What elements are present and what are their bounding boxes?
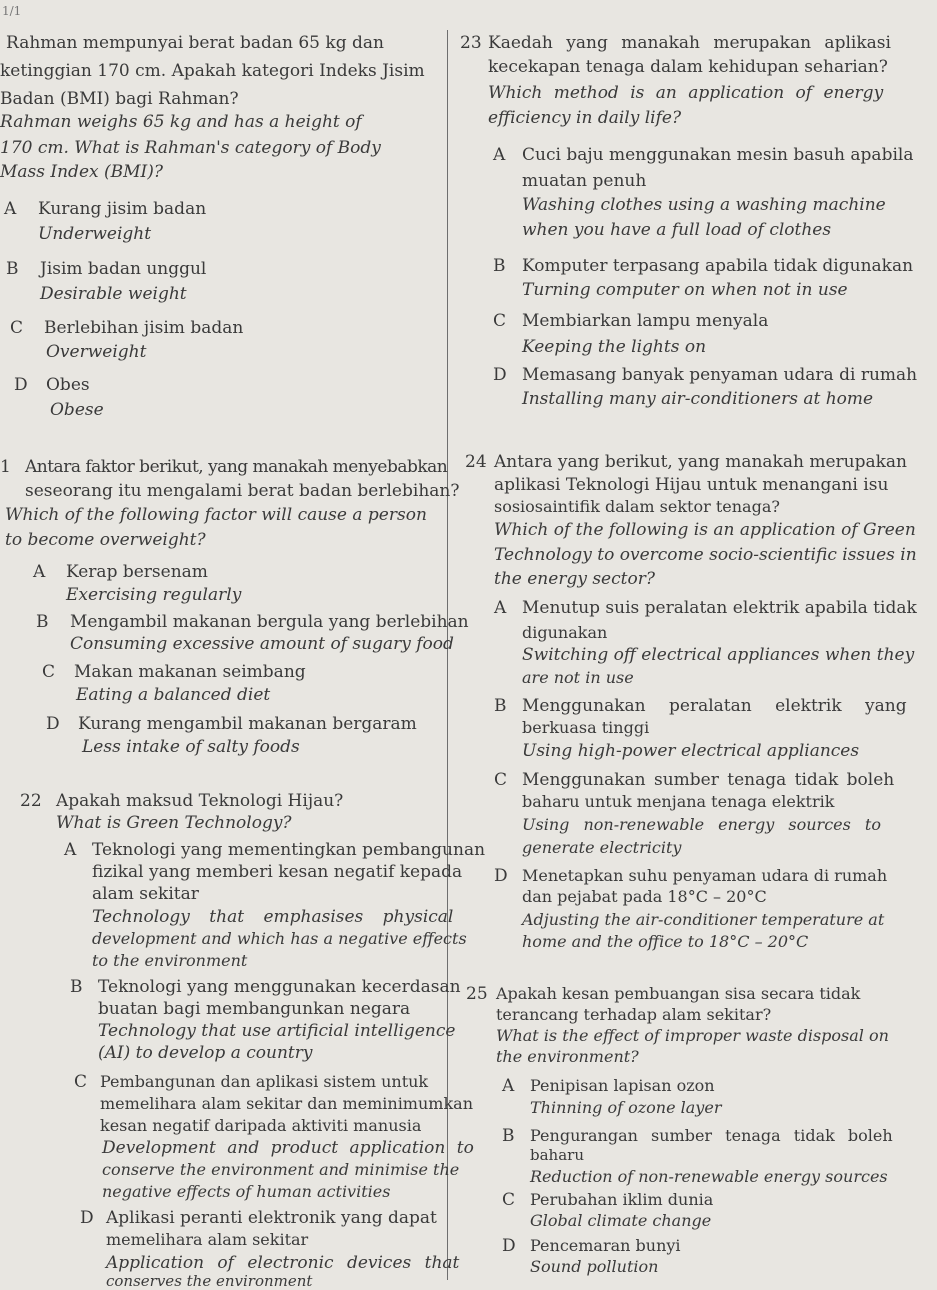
q20-stem-ms-3: Badan (BMI) bagi Rahman? [0,89,239,109]
q22-option-a-en-1: Technology that emphasises physical [92,907,454,927]
q21-option-d-en: Less intake of salty foods [82,737,300,757]
q23-option-letter: D [493,365,507,385]
q21-number: 1 [0,457,11,477]
q25-option-c-ms: Perubahan iklim dunia [530,1190,714,1209]
q24-option-a-en-2: are not in use [522,668,634,687]
q22-option-b-en-2: (AI) to develop a country [98,1043,313,1063]
q24-option-a-en-1: Switching off electrical appliances when they [522,645,915,665]
q21-option-d-ms: Kurang mengambil makanan bergaram [78,714,417,734]
q20-option-letter: A [4,199,17,219]
q24-stem-en-2: Technology to overcome socio-scientific issues in [494,545,917,565]
q23-stem-ms-1: Kaedah yang manakah merupakan aplikasi [488,33,891,53]
q23-option-letter: A [493,145,506,165]
q25-option-letter: B [502,1126,515,1146]
q20-stem-ms-1: Rahman mempunyai berat badan 65 kg dan [6,33,384,53]
q22-option-letter: C [74,1072,88,1092]
q20-option-d-ms: Obes [46,375,90,395]
q25-option-b-ms-2: baharu [530,1146,584,1164]
q21-option-c-ms: Makan makanan seimbang [74,662,306,682]
q25-option-a-ms: Penipisan lapisan ozon [530,1076,715,1095]
q22-option-c-en-2: conserve the environment and minimise the [102,1160,460,1179]
q24-stem-en-3: the energy sector? [494,569,655,589]
q25-stem-en-1: What is the effect of improper waste disposal on [496,1026,889,1045]
q20-stem-en-2: 170 cm. What is Rahman's category of Body [0,138,381,158]
q24-option-d-ms-2: dan pejabat pada 18°C – 20°C [522,887,767,906]
q23-option-a-ms-2: muatan penuh [522,171,647,191]
q25-stem-ms-1: Apakah kesan pembuangan sisa secara tidak [496,984,861,1003]
q22-option-d-ms-1: Aplikasi peranti elektronik yang dapat [106,1208,437,1228]
q22-option-a-ms-1: Teknologi yang mementingkan pembangunan [92,840,486,860]
q24-option-a-ms-2: digunakan [522,623,608,642]
q21-option-b-ms: Mengambil makanan bergula yang berlebihan [70,612,469,632]
q21-stem-en-1: Which of the following factor will cause a person [5,505,427,525]
q24-option-d-ms-1: Menetapkan suhu penyaman udara di rumah [522,866,888,885]
q23-stem-en-1: Which method is an application of energy [488,83,884,103]
q23-option-letter: B [493,256,506,276]
q23-option-b-en: Turning computer on when not in use [522,280,848,300]
q25-stem-en-2: the environment? [496,1047,639,1066]
q24-number: 24 [465,452,487,472]
q22-option-d-en-2: conserves the environment [106,1272,313,1290]
q22-stem-en: What is Green Technology? [56,813,292,833]
q21-option-letter: A [33,562,46,582]
q22-option-c-en-3: negative effects of human activities [102,1182,391,1201]
q23-option-c-en: Keeping the lights on [522,337,707,357]
q21-option-a-en: Exercising regularly [66,585,242,605]
q21-option-letter: C [42,662,56,682]
q23-option-a-en-1: Washing clothes using a washing machine [522,195,886,215]
q22-option-a-ms-2: fizikal yang memberi kesan negatif kepada [92,862,463,882]
q24-stem-ms-1: Antara yang berikut, yang manakah merupakan [494,452,907,472]
q25-option-letter: D [502,1236,516,1256]
q20-stem-en-3: Mass Index (BMI)? [0,162,163,182]
q22-option-d-en-1: Application of electronic devices that [106,1253,460,1273]
q25-option-d-en: Sound pollution [530,1257,659,1276]
q21-option-b-en: Consuming excessive amount of sugary food [70,634,454,654]
q22-option-a-en-2: development and which has a negative effects [92,929,467,948]
q20-stem-en-1: Rahman weighs 65 kg and has a height of [0,112,362,132]
q24-option-b-ms-1: Menggunakan peralatan elektrik yang [522,696,907,716]
q22-option-letter: D [80,1208,94,1228]
q25-stem-ms-2: terancang terhadap alam sekitar? [496,1005,772,1024]
q24-option-letter: D [494,866,508,886]
q20-option-c-ms: Berlebihan jisim badan [44,318,244,338]
q21-option-c-en: Eating a balanced diet [76,685,271,705]
q24-option-a-ms-1: Menutup suis peralatan elektrik apabila tidak [522,598,917,618]
q25-option-d-ms: Pencemaran bunyi [530,1236,681,1255]
q24-stem-ms-3: sosiosaintifik dalam sektor tenaga? [494,497,780,516]
q22-option-c-ms-3: kesan negatif daripada aktiviti manusia [100,1116,422,1135]
q20-option-letter: B [6,259,19,279]
q20-option-b-ms: Jisim badan unggul [40,259,207,279]
q25-option-b-ms-1: Pengurangan sumber tenaga tidak boleh [530,1126,893,1145]
q24-option-letter: C [494,770,508,790]
q21-stem-en-2: to become overweight? [5,530,206,550]
q20-option-a-en: Underweight [38,224,152,244]
q24-stem-ms-2: aplikasi Teknologi Hijau untuk menangani isu [494,475,889,495]
q22-option-letter: B [70,977,83,997]
q24-option-letter: A [494,598,507,618]
q23-option-a-en-2: when you have a full load of clothes [522,220,832,240]
q20-option-letter: C [10,318,24,338]
q23-option-c-ms: Membiarkan lampu menyala [522,311,769,331]
q24-option-b-en-1: Using high-power electrical appliances [522,741,860,761]
q23-stem-ms-2: kecekapan tenaga dalam kehidupan seharian? [488,57,888,77]
q22-option-b-en-1: Technology that use artificial intelligence [98,1021,456,1041]
q24-option-b-ms-2: berkuasa tinggi [522,718,650,737]
q22-stem-ms: Apakah maksud Teknologi Hijau? [56,791,344,811]
q23-option-d-ms: Memasang banyak penyaman udara di rumah [522,365,918,385]
q24-option-c-ms-1: Menggunakan sumber tenaga tidak boleh [522,770,895,790]
q21-stem-ms-2: seseorang itu mengalami berat badan berlebihan? [25,481,460,501]
q24-option-c-ms-2: baharu untuk menjana tenaga elektrik [522,792,835,811]
q21-option-a-ms: Kerap bersenam [66,562,208,582]
q22-option-c-ms-2: memelihara alam sekitar dan meminimumkan [100,1094,473,1113]
q22-number: 22 [20,791,42,811]
q24-option-d-en-1: Adjusting the air-conditioner temperature at [522,910,885,929]
q23-option-d-en: Installing many air-conditioners at home [522,389,874,409]
q24-option-c-en-2: generate electricity [522,838,682,857]
q21-option-letter: D [46,714,60,734]
q22-option-b-ms-2: buatan bagi membangunkan negara [98,999,411,1019]
q21-stem-ms-1: Antara faktor berikut, yang manakah menyebabkan [25,457,448,477]
q25-option-a-en: Thinning of ozone layer [530,1098,722,1117]
q25-option-b-en: Reduction of non-renewable energy sources [530,1167,888,1186]
q20-stem-ms-2: ketinggian 170 cm. Apakah kategori Indeks Jisim [0,61,425,81]
q22-option-a-en-3: to the environment [92,951,248,970]
q24-option-c-en-1: Using non-renewable energy sources to [522,815,881,834]
q25-option-letter: A [502,1076,515,1096]
q22-option-letter: A [64,840,77,860]
q22-option-a-ms-3: alam sekitar [92,884,199,904]
q24-option-letter: B [494,696,507,716]
page-corner-mark: 1/1 [2,4,22,18]
column-divider [447,30,448,1280]
q23-option-a-ms-1: Cuci baju menggunakan mesin basuh apabila [522,145,914,165]
q20-option-d-en: Obese [50,400,104,420]
q23-option-b-ms: Komputer terpasang apabila tidak digunakan [522,256,914,276]
q20-option-letter: D [14,375,28,395]
q22-option-b-ms-1: Teknologi yang menggunakan kecerdasan [98,977,461,997]
q25-number: 25 [466,984,488,1004]
q24-option-d-en-2: home and the office to 18°C – 20°C [522,932,809,951]
q21-option-letter: B [36,612,49,632]
q20-option-c-en: Overweight [46,342,147,362]
q22-option-c-en-1: Development and product application to [102,1138,474,1158]
q22-option-c-ms-1: Pembangunan dan aplikasi sistem untuk [100,1072,429,1091]
q25-option-c-en: Global climate change [530,1211,712,1230]
q23-stem-en-2: efficiency in daily life? [488,108,682,128]
q20-option-b-en: Desirable weight [40,284,187,304]
q24-stem-en-1: Which of the following is an application of Green [494,520,916,540]
q22-option-d-ms-2: memelihara alam sekitar [106,1230,309,1249]
q23-number: 23 [460,33,482,53]
q23-option-letter: C [493,311,507,331]
q20-option-a-ms: Kurang jisim badan [38,199,207,219]
q25-option-letter: C [502,1190,516,1210]
